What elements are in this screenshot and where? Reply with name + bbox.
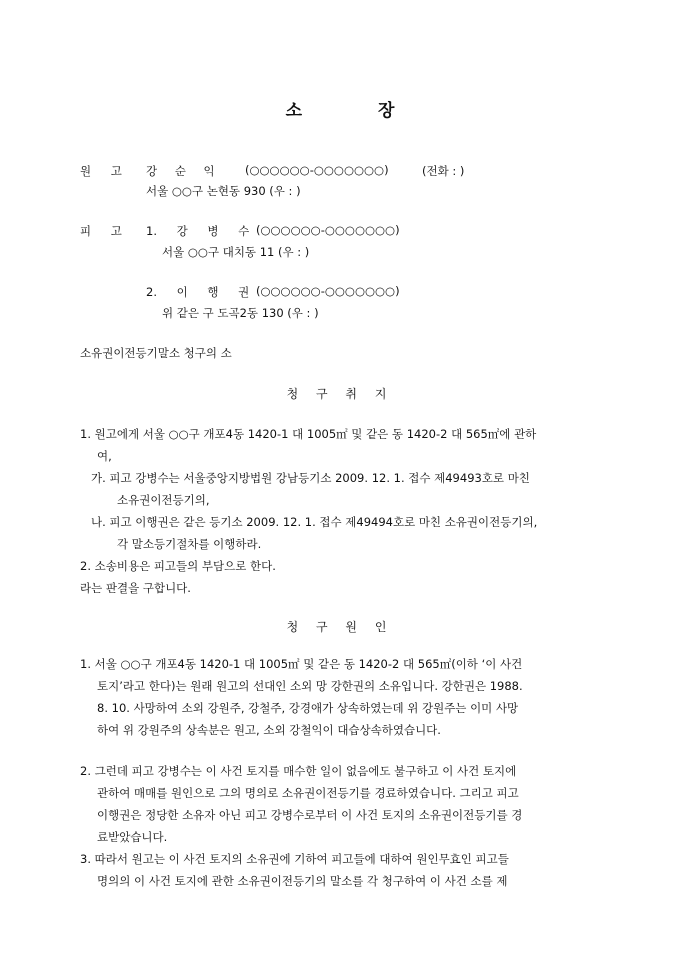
claim-purpose-closing: 라는 판결을 구합니다.	[80, 581, 191, 595]
claim-purpose-item-1-line-1: 1. 원고에게 서울 ○○구 개포4동 1420-1 대 1005㎡ 및 같은 동 1420-2 대 565㎡에 관하	[80, 427, 537, 441]
claim-purpose-item-ga-line-2: 소유권이전등기의,	[117, 493, 210, 507]
title-char-2: 장	[377, 101, 395, 121]
claim-cause-p2-line-2: 관하여 매매를 원인으로 그의 명의로 소유권이전등기를 경료하였습니다. 그리고 피고	[97, 786, 519, 800]
plaintiff-id: (○○○○○○-○○○○○○○)	[245, 163, 389, 177]
claim-cause-p3-line-2: 명의의 이 사건 토지에 관한 소유권이전등기의 말소를 각 청구하여 이 사건 소를 제	[97, 874, 508, 888]
claim-cause-p2-line-1: 2. 그런데 피고 강병수는 이 사건 토지를 매수한 일이 없음에도 불구하고 이 사건 토지에	[80, 764, 517, 778]
claim-purpose-item-na-line-2: 각 말소등기절차를 이행하라.	[117, 537, 262, 551]
claim-cause-p2-line-3: 이행권은 정당한 소유자 아닌 피고 강병수로부터 이 사건 토지의 소유권이전등기를 경	[97, 808, 523, 822]
claim-cause-p1-line-3: 8. 10. 사망하여 소외 강원주, 강철주, 강경애가 상속하였는데 위 강원주는 이미 사망	[97, 701, 519, 715]
claim-purpose-item-1-line-2: 여,	[97, 449, 112, 463]
plaintiff-label: 원 고	[80, 164, 130, 178]
claim-cause-p1-line-2: 토지’라고 한다)는 원래 원고의 선대인 소외 망 강한권의 소유입니다. 강한권은 1988.	[97, 679, 523, 693]
claim-purpose-item-ga-line-1: 가. 피고 강병수는 서울중앙지방법원 강남등기소 2009. 12. 1. 접수 제49493호로 마친	[91, 471, 530, 485]
defendant-label: 피 고	[80, 224, 130, 238]
claim-purpose-item-na-line-1: 나. 피고 이행권은 같은 등기소 2009. 12. 1. 접수 제49494호로 마친 소유권이전등기의,	[91, 515, 538, 529]
claim-cause-p1-line-4: 하여 위 강원주의 상속분은 원고, 소외 강철익이 대습상속하였습니다.	[97, 723, 441, 737]
claim-cause-p2-line-4: 료받았습니다.	[97, 830, 168, 844]
claim-cause-p3-line-1: 3. 따라서 원고는 이 사건 토지의 소유권에 기하여 피고들에 대하여 원인무효인 피고들	[80, 852, 509, 866]
claim-cause-p1-line-1: 1. 서울 ○○구 개포4동 1420-1 대 1005㎡ 및 같은 동 1420-2 대 565㎡(이하 ‘이 사건	[80, 657, 523, 671]
claim-cause-heading: 청 구 원 인	[286, 620, 394, 634]
defendant-1-address: 서울 ○○구 대치동 11 (우 : )	[162, 245, 310, 259]
claim-purpose-heading: 청 구 취 지	[286, 387, 394, 401]
defendant-1-name: 1. 강 병 수	[146, 224, 250, 238]
defendant-2-address: 위 같은 구 도곡2동 130 (우 : )	[162, 306, 319, 320]
plaintiff-phone: (전화 : )	[422, 164, 465, 178]
defendant-2-id: (○○○○○○-○○○○○○○)	[256, 284, 400, 298]
defendant-2-name: 2. 이 행 권	[146, 285, 250, 299]
title-char-1: 소	[285, 101, 303, 121]
plaintiff-name: 강 순 익	[146, 164, 215, 178]
defendant-1-id: (○○○○○○-○○○○○○○)	[256, 223, 400, 237]
plaintiff-address: 서울 ○○구 논현동 930 (우 : )	[146, 184, 301, 198]
case-name: 소유권이전등기말소 청구의 소	[80, 346, 232, 360]
document-title	[0, 96, 680, 121]
claim-purpose-item-2: 2. 소송비용은 피고들의 부담으로 한다.	[80, 559, 276, 573]
